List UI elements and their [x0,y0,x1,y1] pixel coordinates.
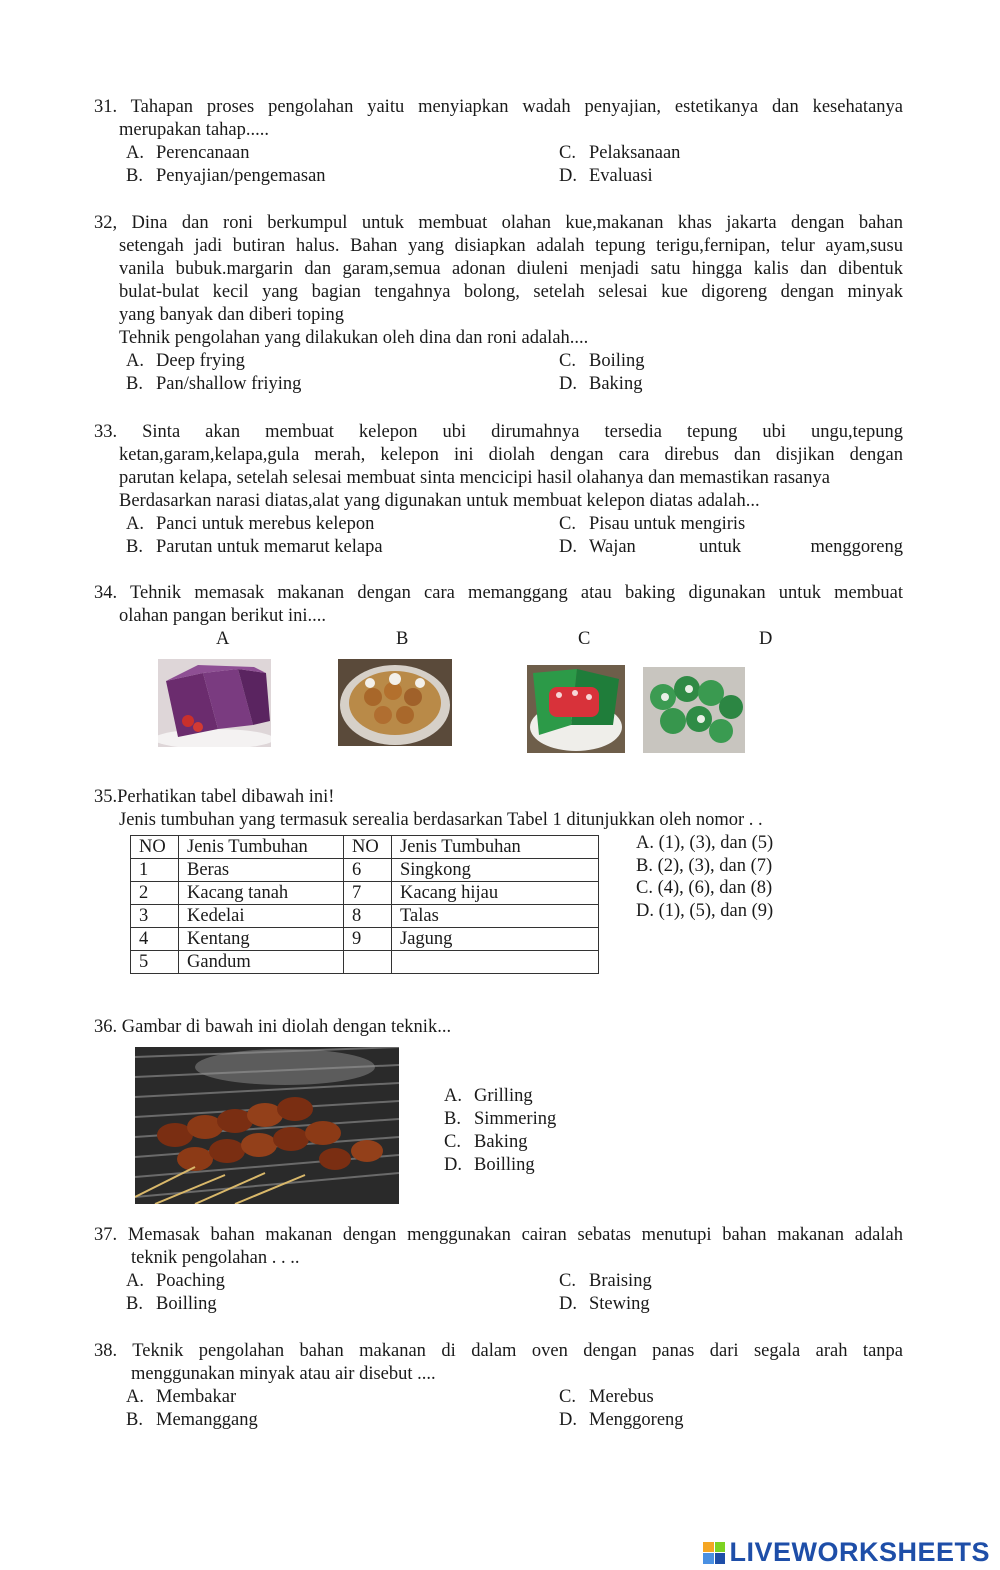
image-label-c: C [578,629,591,649]
table-row [131,928,599,951]
q33-option-c[interactable]: C. Pisau untuk mengiris [559,514,746,534]
question-37-line-2: teknik pengolahan . . .. [131,1248,300,1268]
question-34 [94,582,903,628]
question-32-line-5: yang banyak dan diberi toping [119,305,345,325]
table-header-row [131,836,599,859]
table-row [131,882,599,905]
table-cell: Kentang [179,928,344,951]
q33-option-d[interactable]: D. Wajan untuk menggoreng [559,537,903,557]
question-33-line-2: ketan,garam,kelapa,gula merah, kelepon ini diolah dengan cara direbus dan disjikan dengan [119,445,903,465]
question-33-options [94,513,903,559]
table-cell: Kacang tanah [179,882,344,905]
question-36 [94,1016,903,1039]
table-header-cell: NO [131,836,179,859]
plant-table [130,835,599,974]
question-35-line-2: Jenis tumbuhan yang termasuk serealia berdasarkan Tabel 1 ditunjukkan oleh nomor . . [119,810,763,830]
table-header-cell: Jenis Tumbuhan [179,836,344,859]
question-32-line-4: bulat-bulat kecil yang bagian tengahnya bolong, setelah selesai kue digoreng dengan minyak [119,282,903,302]
question-32-line-2: setengah jadi butiran halus. Bahan yang disiapkan adalah tepung terigu,fernipan, telur ayam,susu [119,236,903,256]
question-31-line-1: 31. Tahapan proses pengolahan yaitu menyiapkan wadah penyajian, estetikanya dan kesehatanya [94,97,903,117]
table-row [131,951,599,974]
q37-option-d[interactable]: D. Stewing [559,1294,650,1314]
image-b-donuts[interactable] [338,659,452,746]
question-32-line-3: vanila bubuk.margarin dan garam,semua adonan diuleni menjadi satu hingga kalis dan dibentuk [119,259,903,279]
image-grilled-satay[interactable] [135,1047,399,1204]
q33-option-a[interactable]: A. Panci untuk merebus kelepon [126,514,375,534]
q32-option-b[interactable]: B. Pan/shallow friying [126,374,302,394]
table-cell: 7 [344,882,392,905]
q36-option-b[interactable]: B. Simmering [444,1109,557,1129]
question-33-line-3: parutan kelapa, setelah selesai membuat sinta mencicipi hasil olahanya dan memastikan rasanya [119,468,830,488]
q31-option-b[interactable]: B. Penyajian/pengemasan [126,166,326,186]
q31-option-c[interactable]: C. Pelaksanaan [559,143,681,163]
table-cell: Talas [392,905,599,928]
q38-option-b[interactable]: B. Memanggang [126,1410,258,1430]
q38-option-a[interactable]: A. Membakar [126,1387,237,1407]
image-label-b: B [396,629,409,649]
liveworksheets-brand-text: LIVEWORKSHEETS [729,1537,990,1567]
table-cell [392,951,599,974]
question-35-line-1: 35.Perhatikan tabel dibawah ini! [94,787,335,807]
question-37-options [94,1270,903,1316]
question-33-line-4: Berdasarkan narasi diatas,alat yang digunakan untuk membuat kelepon diatas adalah... [119,491,760,511]
table-cell: Kacang hijau [392,882,599,905]
image-c-green-red-cake[interactable] [527,665,625,753]
q33-option-b[interactable]: B. Parutan untuk memarut kelapa [126,537,383,557]
table-cell: 1 [131,859,179,882]
question-32-line-1: 32, Dina dan roni berkumpul untuk membuat olahan kue,makanan khas jakarta dengan bahan [94,213,903,233]
q37-option-b[interactable]: B. Boilling [126,1294,217,1314]
question-33-line-1: 33. Sinta akan membuat kelepon ubi dirumahnya tersedia tepung ubi ungu,tepung [94,422,903,442]
q37-option-a[interactable]: A. Poaching [126,1271,225,1291]
table-cell [344,951,392,974]
question-32 [94,212,903,396]
image-d-klepon[interactable] [643,667,745,753]
q35-option-c[interactable]: C. (4), (6), dan (8) [636,878,773,898]
question-38-options [94,1386,903,1432]
table-cell: Beras [179,859,344,882]
q37-option-c[interactable]: C. Braising [559,1271,652,1291]
table-cell: Gandum [179,951,344,974]
question-31-line-2: merupakan tahap..... [119,120,269,140]
table-row [131,905,599,928]
question-37-line-1: 37. Memasak bahan makanan dengan menggunakan cairan sebatas menutupi bahan makanan adalah [94,1225,903,1245]
table-cell: Jagung [392,928,599,951]
question-37 [94,1224,903,1316]
q36-option-d[interactable]: D. Boilling [444,1155,535,1175]
question-32-line-6: Tehnik pengolahan yang dilakukan oleh dina dan roni adalah.... [119,328,589,348]
q35-option-a[interactable]: A. (1), (3), dan (5) [636,833,774,853]
q36-option-a[interactable]: A. Grilling [444,1086,533,1106]
table-cell: 8 [344,905,392,928]
table-header-cell: Jenis Tumbuhan [392,836,599,859]
q36-option-c[interactable]: C. Baking [444,1132,528,1152]
q31-option-d[interactable]: D. Evaluasi [559,166,653,186]
q32-option-d[interactable]: D. Baking [559,374,643,394]
question-35 [94,786,903,832]
question-31 [94,96,903,188]
q32-option-a[interactable]: A. Deep frying [126,351,245,371]
q35-option-d[interactable]: D. (1), (5), dan (9) [636,901,774,921]
q35-option-b[interactable]: B. (2), (3), dan (7) [636,856,773,876]
question-38 [94,1340,903,1432]
q38-option-d[interactable]: D. Menggoreng [559,1410,684,1430]
q38-option-c[interactable]: C. Merebus [559,1387,654,1407]
q31-option-a[interactable]: A. Perencanaan [126,143,250,163]
question-34-line-1: 34. Tehnik memasak makanan dengan cara memanggang atau baking digunakan untuk membuat [94,583,903,603]
table-cell: Kedelai [179,905,344,928]
image-label-a: A [216,629,230,649]
table-cell: 9 [344,928,392,951]
q32-option-c[interactable]: C. Boiling [559,351,645,371]
table-cell: 4 [131,928,179,951]
question-33 [94,421,903,559]
image-label-d: D [759,629,773,649]
table-row [131,859,599,882]
table-cell: 3 [131,905,179,928]
table-header-cell: NO [344,836,392,859]
table-cell: 6 [344,859,392,882]
question-31-options [94,142,903,188]
liveworksheets-logo[interactable] [703,1537,990,1567]
question-38-line-1: 38. Teknik pengolahan bahan makanan di dalam oven dengan panas dari segala arah tanpa [94,1341,903,1361]
liveworksheets-logo-icon [703,1542,725,1564]
table-cell: 2 [131,882,179,905]
question-38-line-2: menggunakan minyak atau air disebut .... [131,1364,436,1384]
question-32-options [94,350,903,396]
table-cell: Singkong [392,859,599,882]
question-36-line-1: 36. Gambar di bawah ini diolah dengan teknik... [94,1017,452,1037]
image-a-purple-cake[interactable] [158,659,271,747]
question-34-line-2: olahan pangan berikut ini.... [119,606,327,626]
table-cell: 5 [131,951,179,974]
